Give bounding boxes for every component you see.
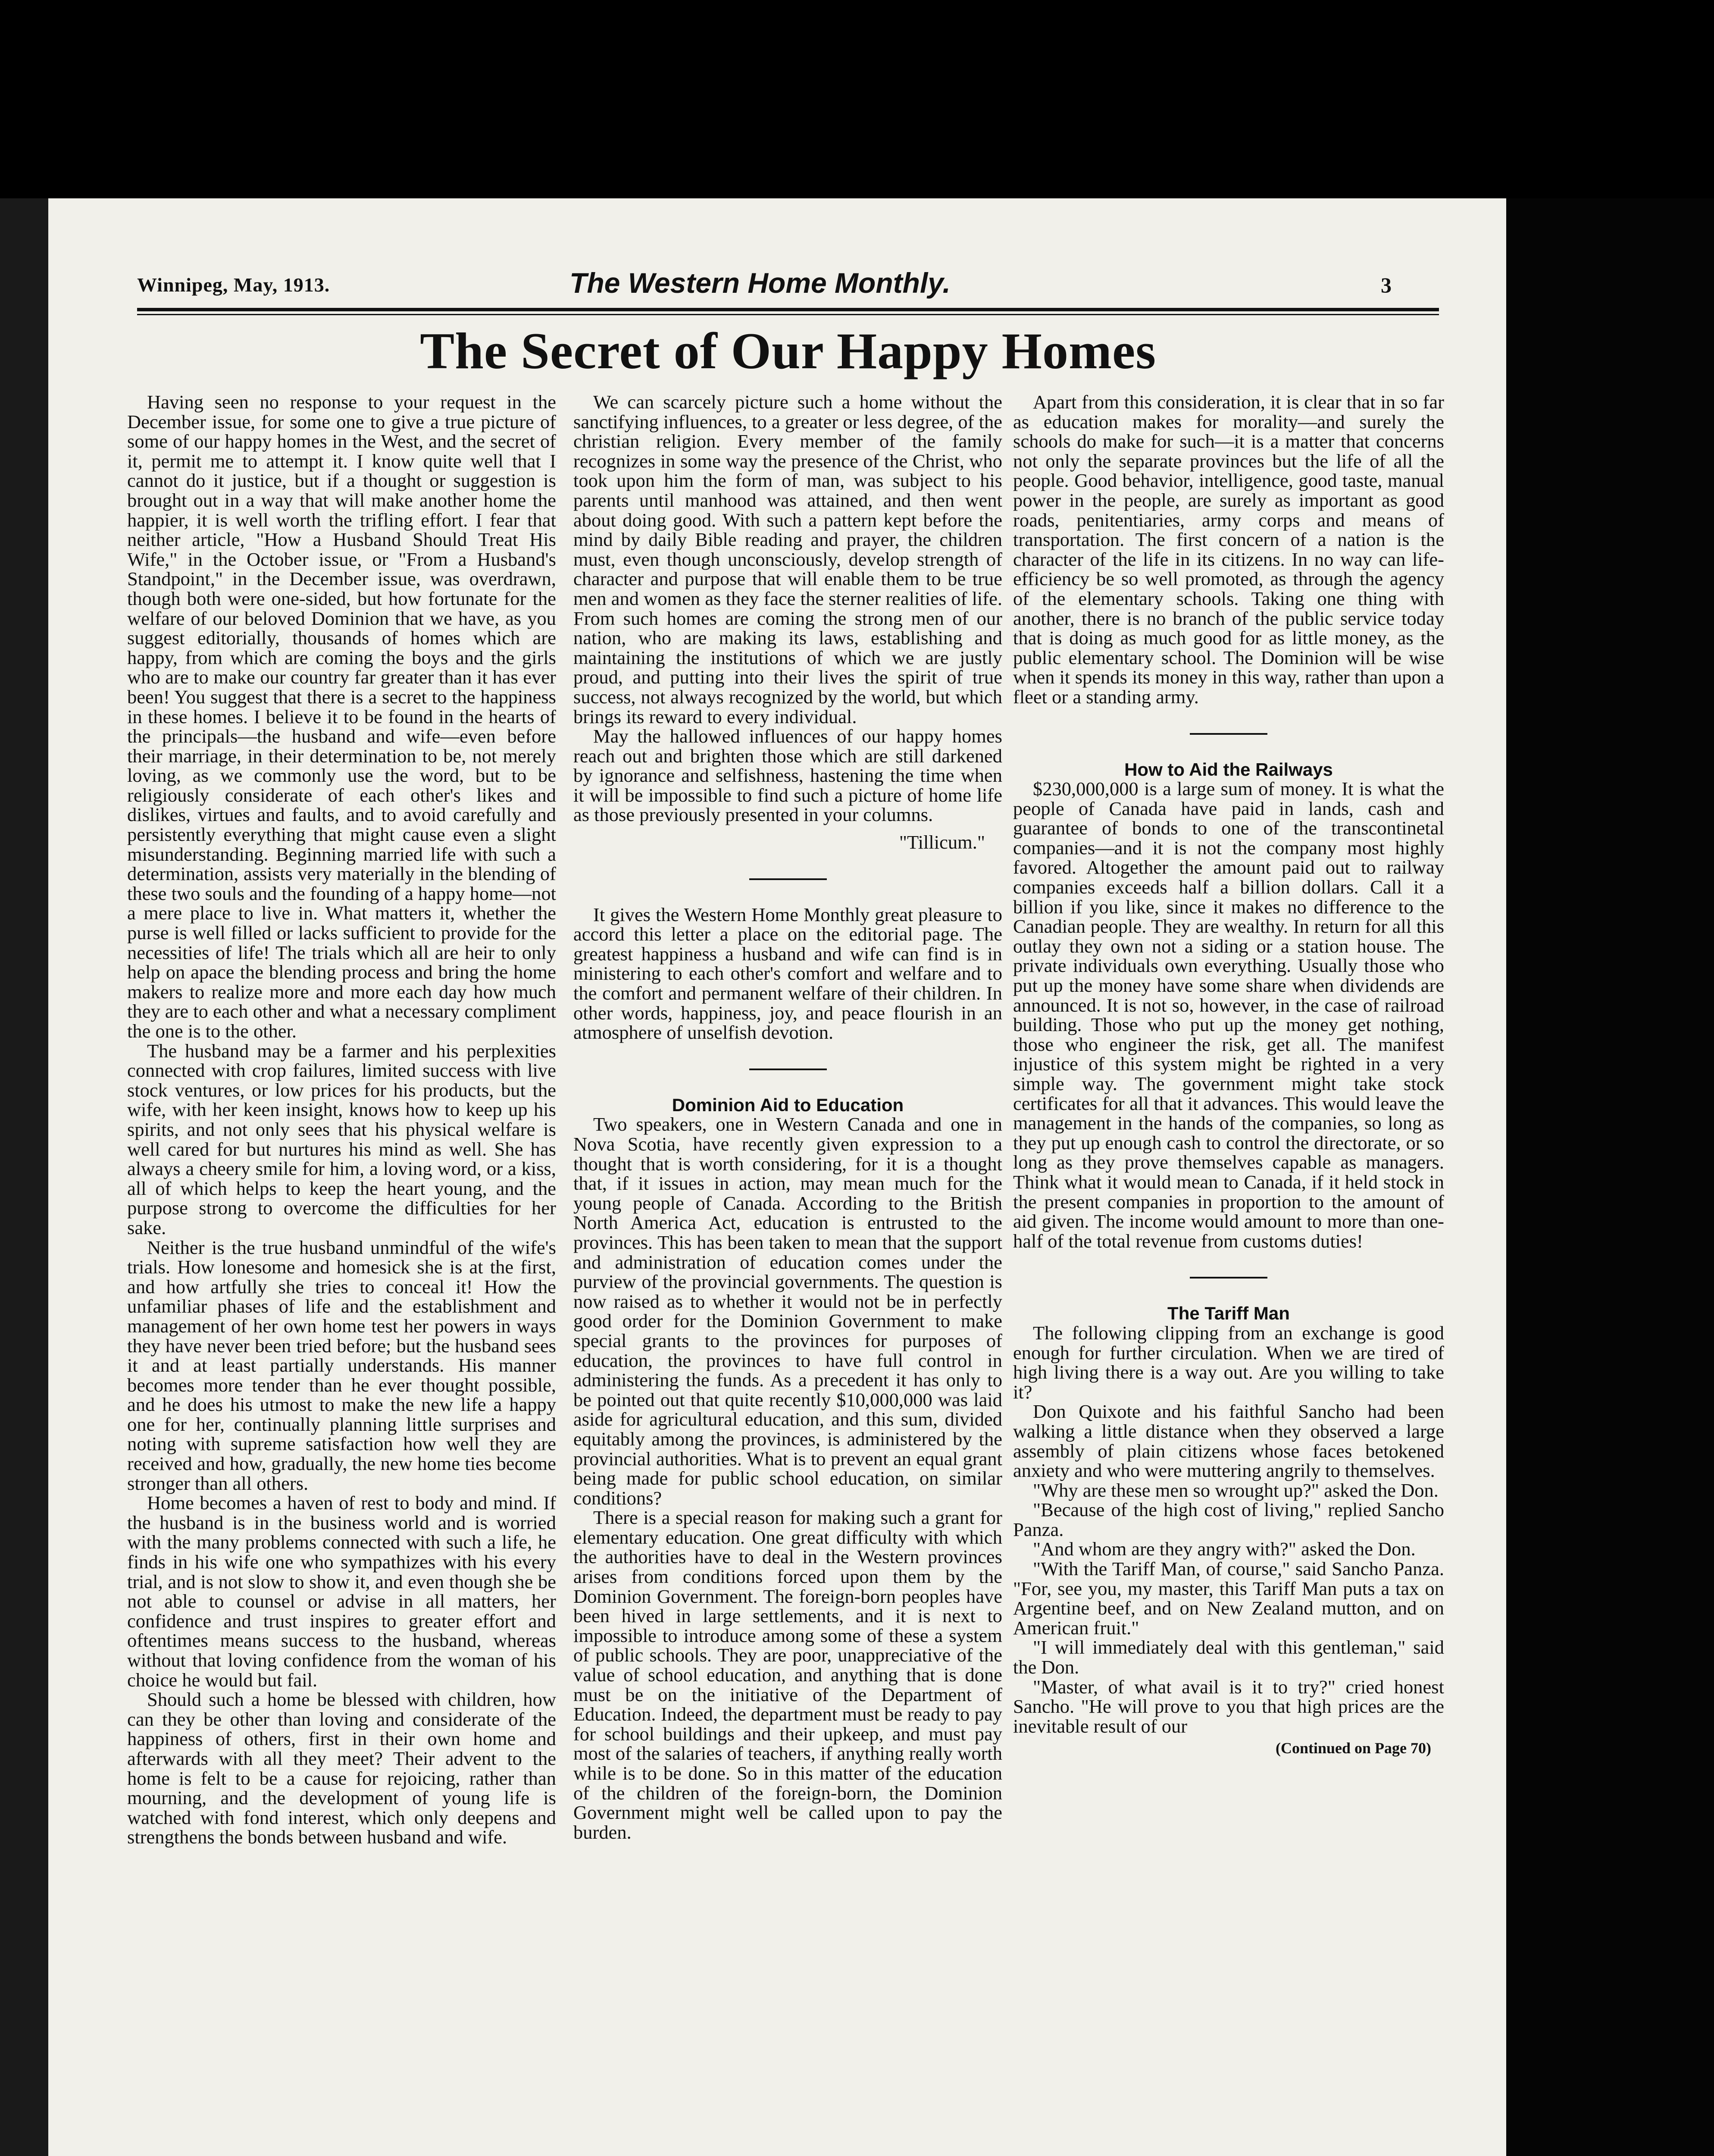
issue-date: Winnipeg, May, 1913. xyxy=(137,274,330,296)
education-paragraph: Two speakers, one in Western Canada and one in Nova Scotia, have recently given expression to a thought that is worth considering, for it is a thought that, if it issues in action, may mean much for the young people of Canada. According to the British North America Act, education is entrusted to the provinces. This has been taken to mean that the support and administration of education comes under the purview of the provincial governments. The question is now raised as to whether it would not be in perfectly good order for the Dominion Government to make special grants to the provinces for purposes of education, the provinces to have full control in administering the funds. As a precedent it has only to be pointed out that quite recently $10,000,000 was laid aside for agricultural education, and this sum, divided equitably among the provinces, is administered by the provincial authorities. What is to prevent an equal grant being made for public school education, on similar conditions? xyxy=(573,1113,1002,1509)
tariff-paragraph: "Why are these men so wrought up?" asked the Don. xyxy=(1033,1479,1439,1501)
article-paragraph: We can scarcely picture such a home without the sanctifying influences, to a greater or less degree, of the christian religion. Every member of the family recognizes in some way the presence of the Christ, who took upon him the form of man, was subject to his parents until manhood was attained, and then went about doing good. With such a pattern kept before the mind by daily Bible reading and prayer, the children must, even though unconsciously, develop strength of character and purpose that will enable them to be true men and women as they face the sterner realities of life. From such homes are coming the strong men of our nation, who are making its laws, establishing and maintaining the institutions of which we are justly proud, and putting into their lives the spirit of true success, not always recognized by the world, but which brings its reward to every individual. xyxy=(573,391,1002,727)
header-rule-thick xyxy=(137,308,1439,311)
section-divider xyxy=(749,1069,827,1070)
tariff-paragraph: "Master, of what avail is it to try?" cried honest Sancho. "He will prove to you that high prices are the inevitable result of our xyxy=(1013,1676,1444,1737)
article-paragraph: May the hallowed influences of our happy homes reach out and brighten those which are still darkened by ignorance and selfishness, hastening the time when it will be impossible to find such a picture of home life as those previously presented in your columns. xyxy=(573,725,1002,826)
page-number: 3 xyxy=(1381,273,1392,297)
tariff-paragraph: Don Quixote and his faithful Sancho had been walking a little distance when they observed a large assembly of plain citizens whose faces betokened anxiety and who were muttering angrily to themselves. xyxy=(1013,1401,1444,1482)
article-paragraph: Having seen no response to your request in the December issue, for some one to give a true picture of some of our happy homes in the West, and the secret of it, permit me to attempt it. I know quite well that I cannot do it justice, but if a thought or suggestion is brought out in a way that will make another home the happier, it is well worth the trifling effort. I fear that neither article, "How a Husband Should Treat His Wife," in the October issue, or "From a Husband's Standpoint," in the December issue, was overdrawn, though both were one-sided, but how fortunate for the welfare of our beloved Dominion that we have, as you suggest editorially, thousands of homes which are happy, from which are coming the boys and the girls who are to make our country far greater than it has ever been! You suggest that there is a secret to the happiness in these homes. I believe it to be found in the hearts of the principals—the husband and wife—even before their marriage, in their determination to be, not merely loving, as we commonly use the word, but to be religiously considerate of each other's likes and dislikes, virtues and faults, and to avoid carefully and persistently everything that might cause even a slight misunderstanding. Beginning married life with such a determination, assists very materially in the blending of these two souls and the founding of a happy home—not a mere place to live in. What matters it, whether the purse is well filled or lacks sufficient to provide for the necessities of life! The trials which all are heir to only help on apace the blending process and bring the home makers to realize more and more each day how much they are to each other and what a necessary compliment the one is to the other. xyxy=(127,391,556,1042)
section-divider xyxy=(1190,1277,1267,1279)
article-paragraph: The husband may be a farmer and his perplexities connected with crop failures, limited success with live stock ventures, or low prices for his products, but the wife, with her keen insight, knows how to keep up his spirits, and not only sees that his physical welfare is well cared for but nurtures his mind as well. She has always a cheery smile for him, a loving word, or a kiss, all of which helps to keep the heart young, and the purpose strong to overcome the difficulties for her sake. xyxy=(127,1040,556,1238)
header-rule-thin xyxy=(137,314,1439,315)
column-3 xyxy=(1013,392,1444,1758)
tariff-paragraph: "I will immediately deal with this gentleman," said the Don. xyxy=(1013,1636,1444,1678)
binding-shadow xyxy=(0,198,48,2156)
editorial-note: It gives the Western Home Monthly great pleasure to accord this letter a place on the editorial page. The greatest happiness a husband and wife can find is in ministering to each other's comfort and welfare and to the comfort and permanent welfare of their children. In other words, happiness, joy, and peace flourish in an atmosphere of unselfish devotion. xyxy=(573,903,1002,1044)
column-2 xyxy=(573,392,1002,1842)
page-header xyxy=(90,266,1430,297)
continued-note: (Continued on Page 70) xyxy=(1275,1739,1431,1757)
railways-paragraph: $230,000,000 is a large sum of money. It is what the people of Canada have paid in lands, cash and guarantee of bonds to one of the transcontinetal companies—and it is not the company most highly favored. Altogether the amount paid out to railway companies exceeds half a billion dollars. Call it a billion if you like, since it makes no difference to the Canadian people. They are wealthy. In return for all this outlay they own not a siding or a station house. The private individuals own everything. Usually those who put up the money have some share when dividends are announced. It is not so, however, in the case of railroad building. Those who put up the money get nothing, those who engineer the risk, get all. The manifest injustice of this system might be righted in a very simple way. The government might take stock certificates for all that it advances. This would leave the management in the hands of the companies, so long as they put up enough cash to control the directorate, or so long as they prove themselves capable as managers. Think what it would mean to Canada, if it held stock in the present companies in proportion to the amount of aid given. The income would amount to more than one-half of the total revenue from customs duties! xyxy=(1013,778,1444,1252)
tariff-heading: The Tariff Man xyxy=(1167,1303,1290,1324)
scan-border xyxy=(1506,198,1714,2156)
publication-name: The Western Home Monthly. xyxy=(569,267,951,299)
education-paragraph: Apart from this consideration, it is clear that in so far as education makes for morality—and surely the schools do make for such—it is a matter that concerns not only the separate provinces but the life of all the people. Good behavior, intelligence, good taste, manual power in the people, are surely as important as good roads, penitentiaries, army corps and means of transportation. The first concern of a nation is the character of the life in its citizens. In no way can life-efficiency be so well promoted, as through the agency of the elementary schools. Taking one thing with another, there is no branch of the public service today that is doing as much good for as little money, as the public elementary school. The Dominion will be wise when it spends its money in this way, rather than upon a fleet or a standing army. xyxy=(1013,391,1444,708)
tariff-paragraph: "With the Tariff Man, of course," said Sancho Panza. "For, see you, my master, this Tariff Man puts a tax on Argentine beef, and on New Zealand mutton, and on American fruit." xyxy=(1013,1558,1444,1639)
article-paragraph: Neither is the true husband unmindful of the wife's trials. How lonesome and homesick she is at the first, and how artfully she tries to conceal it! How the unfamiliar phases of life and the establishment and management of her own home test her powers in ways they have never been tried before; but the husband sees it and at least partially understands. His manner becomes more tender than he ever thought possible, and he does his utmost to make the new life a happy one for her, continually planning little surprises and noting with supreme satisfaction how well they are received and how, gradually, the new home ties become stronger than all others. xyxy=(127,1236,556,1494)
article-title: The Secret of Our Happy Homes xyxy=(420,322,1156,379)
column-1 xyxy=(127,392,556,1847)
railways-heading: How to Aid the Railways xyxy=(1124,759,1333,780)
section-divider xyxy=(749,878,827,880)
tariff-paragraph: "Because of the high cost of living," replied Sancho Panza. xyxy=(1013,1499,1444,1540)
tariff-paragraph: "And whom are they angry with?" asked the Don. xyxy=(1033,1538,1416,1560)
tariff-paragraph: The following clipping from an exchange is good enough for further circulation. When we are tired of high living there is a way out. Are you willing to take it? xyxy=(1013,1322,1444,1403)
article-paragraph: Should such a home be blessed with children, how can they be other than loving and considerate of the happiness of others, first in their own home and afterwards with all they meet? Their advent to the home is felt to be a cause for rejoicing, rather than mourning, and the development of young life is watched with fond interest, which only deepens and strengthens the bonds between husband and wife. xyxy=(127,1689,556,1848)
education-paragraph: There is a special reason for making such a grant for elementary education. One great difficulty with which the authorities have to deal in the Western provinces arises from conditions forced upon them by the Dominion Government. The foreign-born peoples have been hived in large settlements, and it is next to impossible to introduce among some of these a system of public schools. They are poor, unappreciative of the value of school education, and anything that is done must be on the initiative of the Department of Education. Indeed, the department must be ready to pay for school buildings and their upkeep, and must pay most of the salaries of teachers, if anything really worth while is to be done. So in this matter of the education of the children of the foreign-born, the Dominion Government might well be called upon to pay the burden. xyxy=(573,1507,1002,1843)
article-paragraph: Home becomes a haven of rest to body and mind. If the husband is in the business world and is worried with the many problems connected with such a life, he finds in his wife one who sympathizes with his every trial, and is not slow to show it, and even though she be not able to counsel or advise in all matters, her confidence and trust inspires to greater effort and oftentimes means success to the husband, whereas without that loving confidence from the woman of his choice he would but fail. xyxy=(127,1492,556,1691)
education-heading: Dominion Aid to Education xyxy=(672,1094,904,1115)
section-divider xyxy=(1190,733,1267,735)
article-signature: "Tillicum." xyxy=(899,831,985,853)
